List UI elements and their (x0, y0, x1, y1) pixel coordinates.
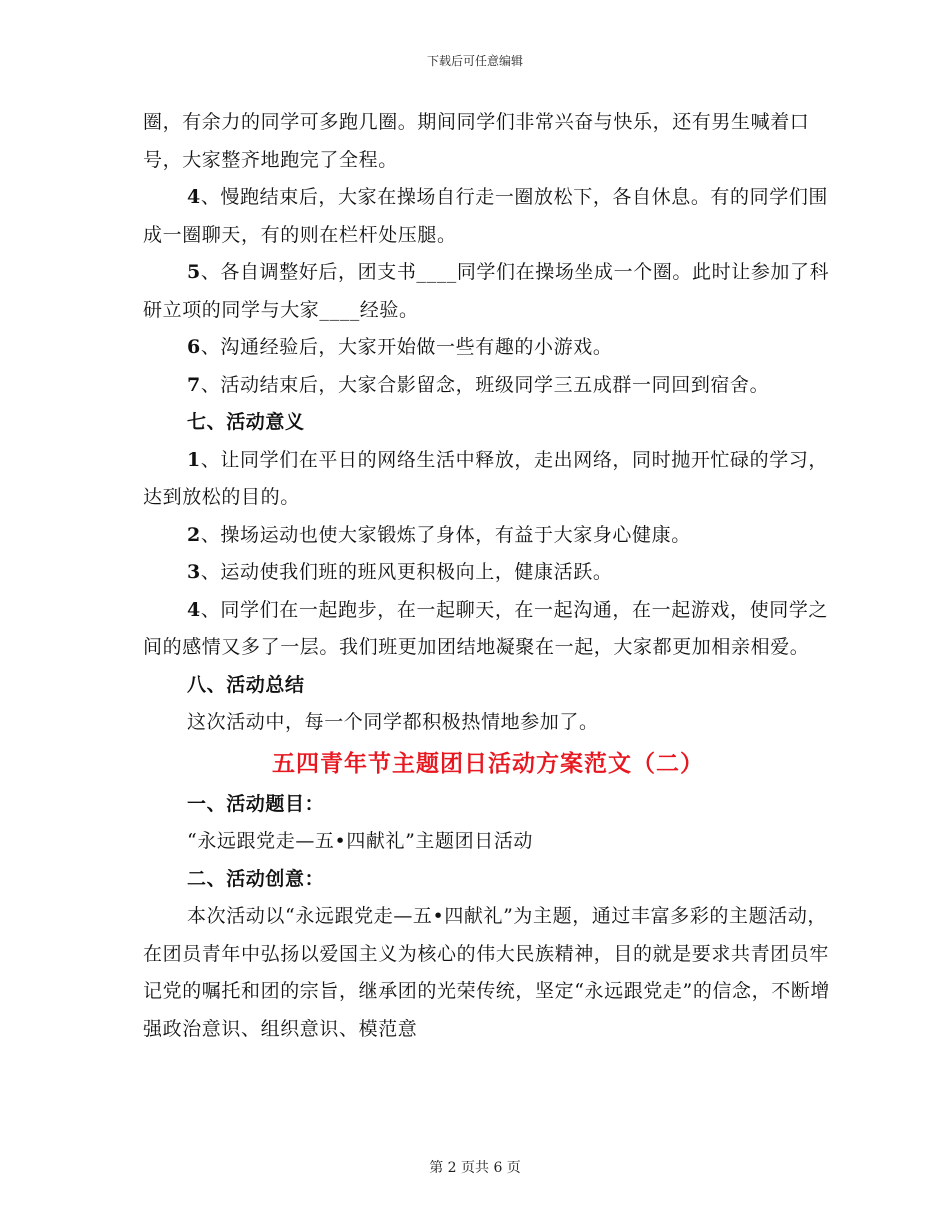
item-text: 、活动结束后，大家合影留念，班级同学三五成群一同回到宿舍。 (200, 373, 770, 396)
paragraph-meaning-1 (143, 442, 833, 517)
paragraph-item-5 (143, 254, 833, 329)
item-text: 、慢跑结束后，大家在操场自行走一圈放松下，各自休息。有的同学们围成一圈聊天，有的则在栏杆处压腿。 (143, 186, 829, 246)
item-number: 7 (187, 373, 201, 396)
section-heading-2: 二、活动创意： (187, 867, 325, 890)
item-text: 、各自调整好后，团支书____同学们在操场坐成一个圈。此时让参加了科研立项的同学与大家____经验。 (143, 261, 830, 321)
document-body (143, 104, 833, 1048)
item-number: 6 (187, 336, 201, 358)
paragraph-meaning-4 (143, 592, 833, 667)
paragraph-item-6 (143, 329, 833, 367)
item-text: 、同学们在一起跑步，在一起聊天，在一起沟通，在一起游戏，使同学之间的感情又多了一层。我们班更加团结地凝聚在一起，大家都更加相亲相爱。 (143, 598, 829, 658)
item-text: 、操场运动也使大家锻炼了身体，有益于大家身心健康。 (200, 523, 691, 546)
item-number: 2 (187, 523, 201, 546)
paragraph-item-7 (143, 367, 833, 405)
paragraph-activity-idea: 本次活动以“永远跟党走—五•四献礼”为主题，通过丰富多彩的主题活动，在团员青年中弘扬以爱国主义为核心的伟大民族精神，目的就是要求共青团员牢记党的嘱托和团的宗旨，继承团的光荣传统，坚定“永远跟党走”的信念，不断增强政治意识、组织意识、模范意 (143, 905, 831, 1040)
item-text: 、运动使我们班的班风更积极向上，健康活跃。 (200, 561, 613, 583)
paragraph-meaning-3 (143, 554, 833, 592)
section-heading-8: 八、活动总结 (187, 673, 305, 696)
page-header: 下载后可任意编辑 (426, 54, 523, 68)
item-number: 1 (187, 448, 201, 471)
document-title-2: 五四青年节主题团日活动方案范文（二） (272, 749, 704, 777)
page-footer: 第 2 页共 6 页 (429, 1160, 521, 1176)
paragraph-meaning-2 (143, 517, 833, 555)
item-number: 4 (187, 598, 201, 621)
section-heading-7: 七、活动意义 (187, 411, 305, 433)
paragraph-activity-title: “永远跟党走—五•四献礼”主题团日活动 (187, 830, 534, 852)
item-number: 5 (187, 261, 201, 283)
paragraph-summary: 这次活动中，每一个同学都积极热情地参加了。 (187, 711, 599, 733)
item-text: 、沟通经验后，大家开始做一些有趣的小游戏。 (200, 336, 613, 358)
item-text: 、让同学们在平日的网络生活中释放，走出网络，同时抛开忙碌的学习，达到放松的目的。 (143, 448, 829, 508)
section-heading-1: 一、活动题目： (187, 792, 325, 815)
paragraph-1: 圈，有余力的同学可多跑几圈。期间同学们非常兴奋与快乐，还有男生喊着口号，大家整齐地跑完了全程。 (143, 111, 810, 171)
item-number: 3 (187, 561, 201, 583)
item-number: 4 (187, 186, 201, 208)
paragraph-item-4 (143, 179, 833, 254)
